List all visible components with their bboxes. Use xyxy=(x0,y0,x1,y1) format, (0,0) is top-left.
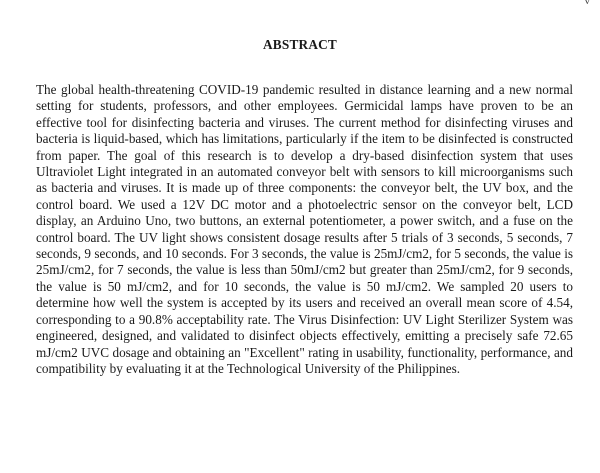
abstract-heading: ABSTRACT xyxy=(262,37,337,52)
abstract-body: The global health-threatening COVID-19 pandemic resulted in distance learning and a new normal setting for students, professors, and other employees. Germicidal lamps have proven to be an effective tool for disinfecting bacteria and viruses. The current method for disinfecting viruses and bacteria is liquid-based, which has limitations, particularly if the item to be disinfected is constructed from paper. The goal of this research is to develop a dry-based disinfection system that uses Ultraviolet Light integrated in an automated conveyor belt with sensors to kill microorganisms such as bacteria and viruses. It is made up of three components: the conveyor belt, the UV box, and the control board. We used a 12V DC motor and a photoelectric sensor on the conveyor belt, LCD display, an Arduino Uno, two buttons, an external potentiometer, a power switch, and a fuse on the control board. The UV light shows consistent dosage results after 5 trials of 3 seconds, 5 seconds, 7 seconds, 9 seconds, and 10 seconds. For 3 seconds, the value is 25mJ/cm2, for 5 seconds, the value is 25mJ/cm2, for 7 seconds, the value is less than 50mJ/cm2 but greater than 25mJ/cm2, for 9 seconds, the value is 50 mJ/cm2, and for 10 seconds, the value is 50 mJ/cm2. We sampled 20 users to determine how well the system is accepted by its users and received an overall mean score of 4.54, corresponding to a 90.8% acceptability rate. The Virus Disinfection: UV Light Sterilizer System was engineered, designed, and validated to disinfect objects effectively, emitting a precisely safe 72.65 mJ/cm2 UVC dosage and obtaining an "Excellent" rating in usability, functionality, performance, and compatibility by evaluating it at the Technological University of the Philippines. xyxy=(36,82,573,376)
page-number: v xyxy=(584,0,590,7)
